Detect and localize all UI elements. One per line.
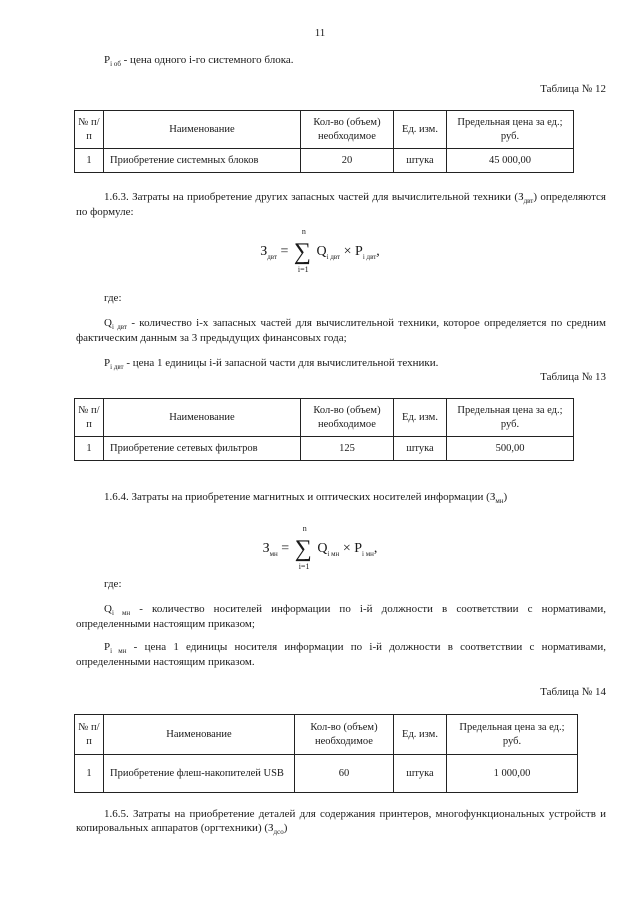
cell-unit: штука: [394, 755, 447, 793]
header-price: Предельная цена за ед.; руб.: [447, 111, 574, 149]
header-qty: Кол-во (объем) необходимое: [295, 715, 394, 755]
table-row: [75, 755, 578, 793]
table-header-row: [75, 715, 578, 755]
sum-symbol: ∑ n i=1: [293, 227, 312, 274]
section-1-6-3: 1.6.3. Затраты на приобретение других запасных частей для вычислительной техники $(З_{двт})$ определяются по формуле:: [76, 191, 606, 218]
table-row: [75, 149, 574, 173]
header-qty: Кол-во (объем) необходимое: [301, 111, 394, 149]
cell-price: 45 000,00: [447, 149, 574, 173]
definition-p-ob: $P_{i об}$ - цена одного i-го системного блока.: [104, 54, 294, 69]
cell-name: Приобретение системных блоков: [104, 149, 301, 173]
table-header-row: [75, 111, 574, 149]
cell-name: Приобретение флеш-накопителей USB: [104, 755, 295, 793]
table-14: [74, 714, 578, 793]
formula-mn: $З_{мн}$ = ∑ n i=1 $Q_{i мн} \times P_{i мн}$,: [262, 524, 378, 571]
header-price: Предельная цена за ед.; руб.: [447, 715, 578, 755]
section-1-6-4: 1.6.4. Затраты на приобретение магнитных и оптических носителей информации $(З_{мн})$: [104, 491, 508, 506]
cell-price: 1 000,00: [447, 755, 578, 793]
cell-num: 1: [75, 755, 104, 793]
header-name: Наименование: [104, 715, 295, 755]
page-number: 11: [314, 27, 326, 39]
table-header-row: [75, 399, 574, 437]
table-13-caption: Таблица № 13: [540, 371, 606, 383]
table-13: [74, 398, 574, 461]
definition-q-mn: $Q_{i мн}$ - количество носителей информации по i-й должности в соответствии с нормативами, определенными настоящим приказом;: [76, 603, 606, 630]
table-14-caption: Таблица № 14: [540, 686, 606, 698]
header-num: № п/п: [75, 111, 104, 149]
table-12-caption: Таблица № 12: [540, 83, 606, 95]
definition-p-dvt: $P_{i двт}$ - цена 1 единицы i-й запасной части для вычислительной техники.: [104, 357, 439, 372]
cell-price: 500,00: [447, 437, 574, 461]
table-row: [75, 437, 574, 461]
where-label-1: где:: [104, 292, 122, 304]
cell-qty: 20: [301, 149, 394, 173]
header-unit: Ед. изм.: [394, 715, 447, 755]
cell-qty: 125: [301, 437, 394, 461]
header-qty: Кол-во (объем) необходимое: [301, 399, 394, 437]
cell-unit: штука: [394, 149, 447, 173]
definition-p-mn: $P_{i мн}$ - цена 1 единицы носителя информации по i-й должности в соответствии с нормативами, определенными настоящим приказом.: [76, 641, 606, 668]
section-1-6-5: 1.6.5. Затраты на приобретение деталей для содержания принтеров, многофункциональных устройств и копировальных аппаратов (оргтехники) $(З_{дсо})$: [76, 808, 606, 836]
cell-num: 1: [75, 149, 104, 173]
header-num: № п/п: [75, 715, 104, 755]
table-12: [74, 110, 574, 173]
sum-symbol: ∑ n i=1: [294, 524, 312, 571]
header-num: № п/п: [75, 399, 104, 437]
cell-unit: штука: [394, 437, 447, 461]
formula-dvt: $З_{двт}$ = ∑ n i=1 $Q_{i двт} \times P_{i двт}$,: [260, 227, 380, 274]
cell-name: Приобретение сетевых фильтров: [104, 437, 301, 461]
header-name: Наименование: [104, 399, 301, 437]
header-unit: Ед. изм.: [394, 399, 447, 437]
cell-qty: 60: [295, 755, 394, 793]
header-name: Наименование: [104, 111, 301, 149]
definition-q-dvt: $Q_{i двт}$ - количество i-х запасных частей для вычислительной техники, которое определяется по средним фактическим данным за 3 предыдущих финансовых года;: [76, 317, 606, 344]
header-price: Предельная цена за ед.; руб.: [447, 399, 574, 437]
header-unit: Ед. изм.: [394, 111, 447, 149]
cell-num: 1: [75, 437, 104, 461]
where-label-2: где:: [104, 578, 122, 590]
